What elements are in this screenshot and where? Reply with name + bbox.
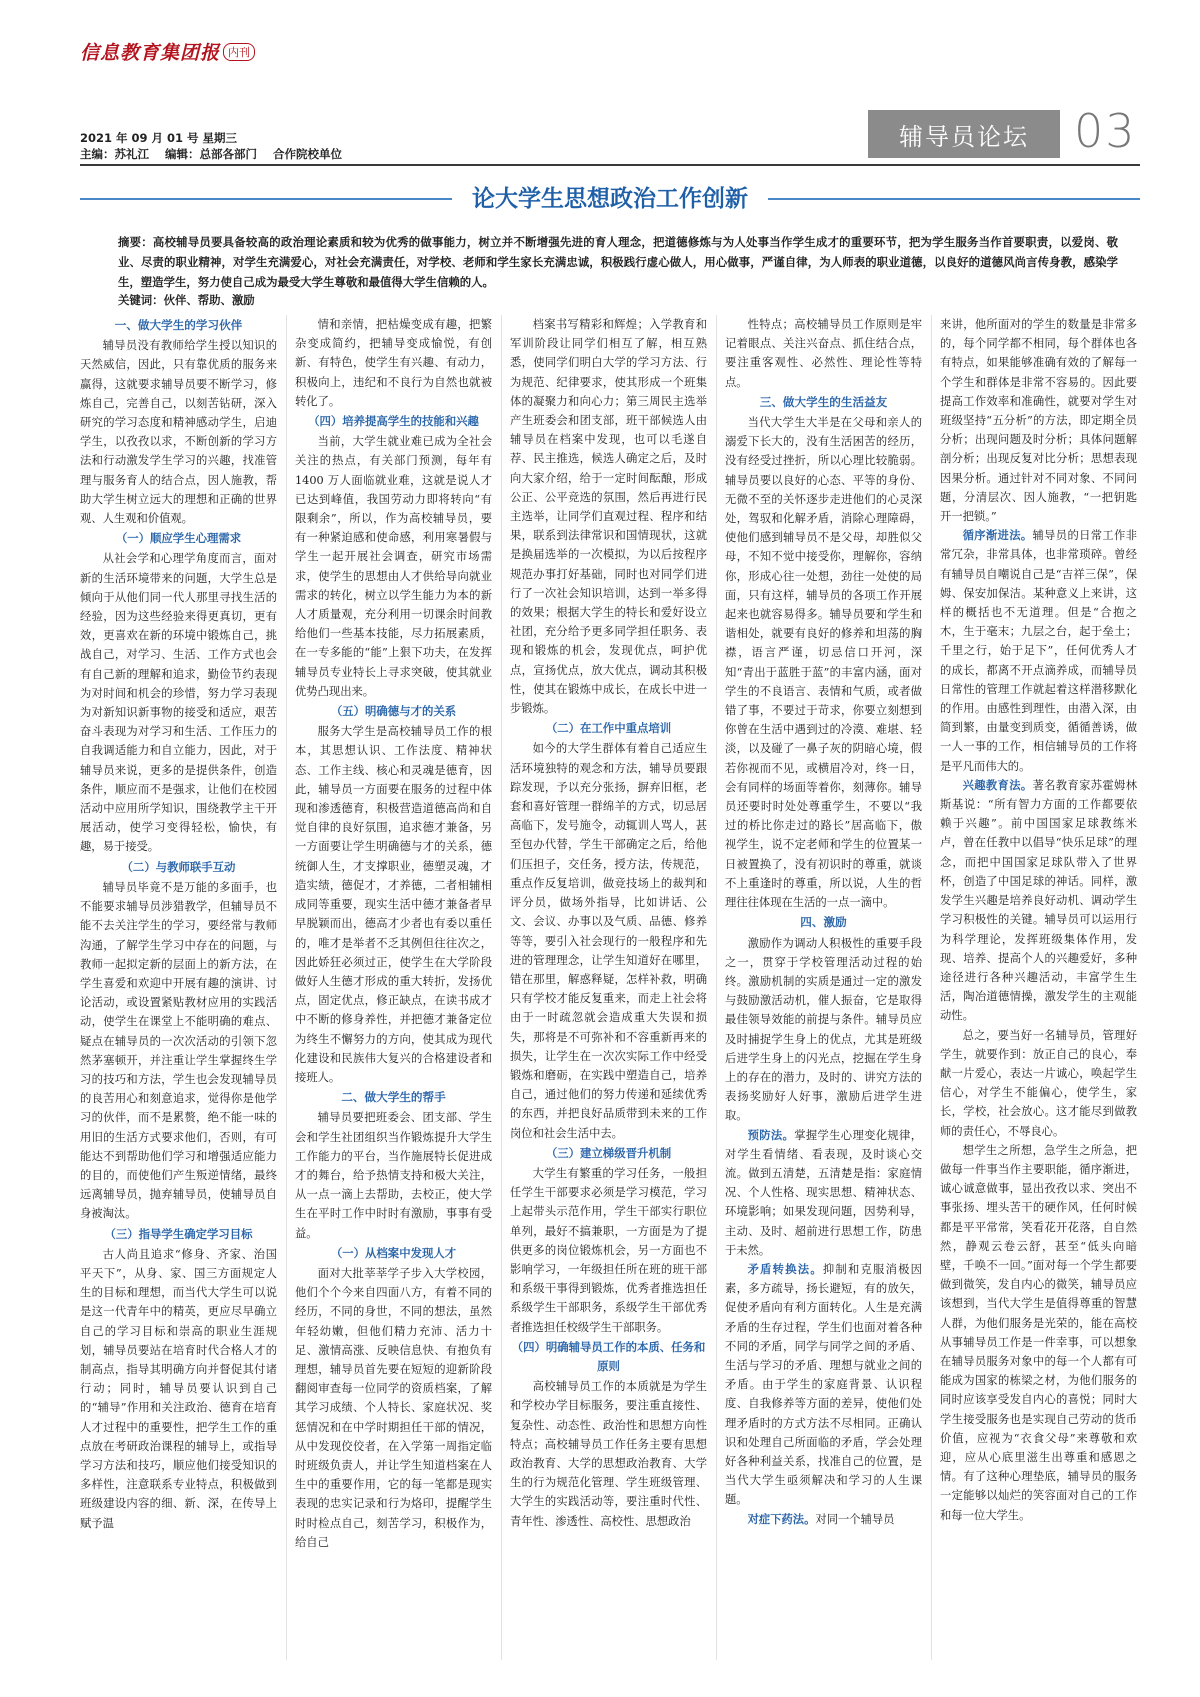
paragraph-text: 从社会学和心理学角度而言，面对新的生活环境带来的问题，大学生总是倾向于从他们同一代人那里寻找生活的经验，因为这些经验来得更真切，更有效，更喜欢在新的环境中锻炼自己，挑战自己，对学习、生活、工作方式也会有自己新的理解和追求，勤俭节约表现为对时间和机会的珍惜，努力学习表现为对新知识新事物的接受和适应，艰苦奋斗表现为对学习和生活、工作压力的自我调适能力和自立能力，因此，对于辅导员来说，更多的是提供条件，创造条件，顺应而不是强求，让他们在校园活动中应用所学知识，围绕教学主干开展活动，使学习变得轻松，愉快，有趣，易于接受。	[80, 552, 277, 854]
body-paragraph	[510, 315, 707, 718]
section-heading: 三、做大学生的生活益友	[759, 394, 888, 409]
paragraph-lead: 矛盾转换法。	[747, 1262, 823, 1276]
paragraph-text: 辅导员要把班委会、团支部、学生会和学生社团组织当作锻炼提升大学生工作能力的平台，当作施展特长促进成才的舞台，给予热情支持和极大关注，从一点一滴上去帮助，去校正，使大学生在平时工作中时时有激励，事事有受益。	[295, 1111, 492, 1240]
article-body	[80, 315, 1140, 1660]
body-paragraph	[510, 1377, 707, 1531]
paragraph-text: 高校辅导员工作的本质就是为学生和学校办学目标服务，要注重直接性、复杂性、动态性、政治性和思想方向性特点；高校辅导员工作任务主要有思想政治教育、大学的思想政治教育、大学生的行为规范化管理、学生班级管理、大学生的实践活动等，要注重时代性、青年性、渗透性、高校性、思想政治	[510, 1380, 707, 1528]
article-title: 论大学生思想政治工作创新	[452, 180, 768, 213]
paragraph-lead: 对症下药法。	[747, 1512, 816, 1526]
body-paragraph	[940, 776, 1137, 1026]
paragraph-text: 档案书写精彩和辉煌；入学教育和军训阶段让同学们相互了解，相互熟悉，使同学们明白大学的学习方法、行为规范、纪律要求，使其形成一个班集体的凝聚力和向心力；第三周民主选举产生班委会和团支部，班干部候选人由辅导员在档案中发现，也可以毛遂自荐、民主推选，候选人确定之后，及时向大家介绍，给于一定时间酝酿，形成公正、公平竞选的氛围，然后再进行民主选举，让同学们直观过程、程序和结果，联系到法律常识和国情现状，这就是换届选举的一次模拟，为以后按程序规范办事打好基础，同时也对同学们进行了一次社会知识培训，达到一举多得的效果；根据大学生的特长和爱好设立社团，充分给予更多同学担任职务、表现和锻炼的机会，发现优点，呵护优点，宣扬优点，放大优点，调动其积极性，使其在锻炼中成长，在成长中进一步锻炼。	[510, 318, 707, 716]
column-5	[940, 315, 1137, 1660]
body-paragraph	[725, 1126, 922, 1260]
body-paragraph	[295, 1108, 492, 1242]
column-divider	[501, 315, 502, 1660]
section-heading: 四、激励	[800, 915, 847, 930]
newspaper-logo: 信息教育集团报	[80, 42, 221, 64]
paragraph-text: 当代大学生大半是在父母和亲人的溺爱下长大的，没有生活困苦的经历，没有经受过挫折，所以心理比较脆弱。辅导员要以良好的心态、平等的身份、无微不至的关怀逐步走进他们的心灵深处，驾驭和化解矛盾，消除心理障碍，使他们感到辅导员不是父母，却胜似父母，不知不觉中接受你，理解你，容纳你，形成心往一处想，劲往一处使的局面，只有这样，辅导员的各项工作开展起来也就容易得多。辅导员要和学生和谐相处，就要有良好的修养和坦荡的胸襟，语言严谨，切忌信口开河，深知“青出于蓝胜于蓝”的丰富内涵，面对学生的不良语言、表情和气质，或者做错了事，不要过于苛求，你要立刻想到你曾在生活中遇到过的冷漠、难堪、轻淡，以及碰了一鼻子灰的阴暗心境，假若你视而不见，或横眉冷对，终一日，会有同样的场面等着你，刻薄你。辅导员还要时时处处尊重学生，不要以“我过的桥比你走过的路长”居高临下，傲视学生，说不定老师和学生的位置某一日被置换了，没有初识时的尊重，就谈不上重逢时的尊重，所以说，人生的哲理往往体现在生活的一点一滴中。	[725, 416, 922, 910]
paragraph-text: 情和亲情，把枯燥变成有趣，把繁杂变成简约，把辅导变成愉悦，有创新、有特色，使学生有兴趣、有动力，积极向上，违纪和不良行为自然也就被转化了。	[295, 318, 492, 408]
paragraph-text: 抑制和克服消极因素，多方疏导，扬长避短，有的放矢，促使矛盾向有利方面转化。人生是充满矛盾的生存过程，学生们也面对着各种不同的矛盾，同学与同学之间的矛盾、生活与学习的矛盾、理想与就业之间的矛盾。由于学生的家庭背景、认识程度、自我修养等方面的差异，使他们处理矛盾时的方式方法不尽相同。正确认识和处理自己所面临的矛盾，学会处理好各种利益关系，找准自己的位置，是当代大学生亟须解决和学习的人生课题。	[725, 1262, 922, 1507]
column-divider	[931, 315, 932, 1660]
paragraph-text: 古人尚且追求“修身、齐家、治国平天下”，从身、家、国三方面规定人生的目标和理想，而当代大学生可以说是这一代青年中的精英，更应尽早确立自己的学习目标和崇高的职业生涯规划，辅导员要站在培育时代合格人才的制高点，指导其明确方向并督促其付诸行动；同时，辅导员要认识到自己的“辅导”作用和关注政治、德育在培育人才过程中的重要性，把学生工作的重点放在考研政治课程的辅导上，或指导学习方法和技巧，顺应他们接受知识的多样性，注意联系专业特点，积极做到班级建设内容的细、新、深，在传导上赋予温	[80, 1247, 277, 1530]
subsection-heading: （三）建立梯级晋升机制	[545, 1145, 672, 1160]
subsection-heading: （四）明确辅导员工作的本质、任务和原则	[511, 1339, 706, 1373]
subsection-heading: （三）指导学生确定学习目标	[104, 1226, 253, 1241]
page-number: 03	[1074, 104, 1137, 158]
body-paragraph	[725, 1260, 922, 1510]
subsection-heading: （五）明确德与才的关系	[330, 704, 457, 719]
subsection-heading: （四）培养提高学生的技能和兴趣	[308, 414, 479, 429]
paragraph-text: 掌握学生心理变化规律，对学生看情绪、看表现，及时谈心交流。做到五清楚，五清楚是指：家庭情况、个人性格、现实思想、精神状态、环境影响；如果发现问题，因势利导，主动、及时、超前进行思想工作，防患于未然。	[725, 1128, 922, 1257]
body-paragraph	[510, 739, 707, 1142]
body-paragraph	[295, 315, 492, 411]
paragraph-text: 面对大批莘莘学子步入大学校园，他们个个今来自四面八方，有着不同的经历，不同的身世，不同的想法，虽然年轻幼嫩，但他们精力充沛、活力十足、激情高涨、反映信息快、有抱负有理想，辅导员首先要在短短的迎新阶段翻阅审查每一位同学的资质档案，了解其学习成绩、个人特长、家庭状况、奖惩情况和在中学时期担任干部的情况，从中发现佼佼者，在入学第一周指定临时班级负责人，并让学生知道档案在人生中的重要作用，它的每一笔都是现实表现的忠实记录和行为烙印，提醒学生时时检点自己，刻苦学习，积极作为，给自己	[295, 1266, 492, 1549]
article-abstract: 摘要：高校辅导员要具备较高的政治理论素质和较为优秀的做事能力，树立并不断增强先进的育人理念，把道德修炼与为人处事当作学生成才的重要环节，把为学生服务当作首要职责，以爱岗、敬业、尽责的职业精神，对学生充满爱心，对社会充满责任，对学校、老师和学生家长充满忠诚，积极践行虚心做人，用心做事，严谨自律，为人师表的职业道德，以良好的道德风尚言传身教，感染学生，塑造学生，努力使自己成为最受大学生尊敬和最值得大学生信赖的人。	[118, 235, 1118, 289]
subsection-heading: （二）在工作中重点培训	[545, 721, 672, 736]
paragraph-text: 当前，大学生就业难已成为全社会关注的热点，有关部门预测，每年有 1400 万人面临就业难，这就是说人才已达到峰值，我国劳动力即将转向“有限剩余”，所以，作为高校辅导员，要有一种紧迫感和使命感，利用寒暑假与学生一起开展社会调查，研究市场需求，使学生的思想由人才供给导向就业需求的转化，树立以学生能力为本的新人才质量观，充分利用一切课余时间教给他们一些基本技能，尽力拓展素质，在一专多能的“能”上狠下功夫，在发挥辅导员专业特长上寻求突破，使其就业优势凸现出来。	[295, 435, 492, 698]
body-paragraph	[725, 413, 922, 912]
header-divider	[80, 164, 1140, 166]
dateline: 2021 年 09 月 01 号 星期三	[80, 131, 238, 145]
column-4	[725, 315, 922, 1660]
staff-line	[80, 146, 354, 162]
body-paragraph	[80, 549, 277, 856]
body-paragraph	[510, 1164, 707, 1337]
body-paragraph	[295, 432, 492, 701]
masthead	[80, 38, 255, 65]
editors: 编辑：总部各部门	[165, 147, 258, 161]
newspaper-logo-badge: 内刊	[223, 43, 255, 61]
subsection-heading: （一）从档案中发现人才	[330, 1245, 457, 1260]
paragraph-text: 著名教育家苏霍姆林斯基说：“所有智力方面的工作都要依赖于兴趣”。前中国国家足球教练米卢，曾在任教中以倡导“快乐足球”的理念，而把中国国家足球队带入了世界杯，创造了中国足球的神话。同样，激发学生兴趣是培养良好动机、调动学生学习积极性的关键。辅导员可以运用行为科学理论，发挥班级集体作用，发现、培养、提高个人的兴趣爱好，多种途径进行各种兴趣活动，丰富学生生活，陶冶道德情操，激发学生的主观能动性。	[940, 778, 1137, 1023]
subsection-heading: （二）与教师联手互动	[121, 859, 236, 874]
section-heading: 二、做大学生的帮手	[341, 1090, 446, 1105]
section-heading: 一、做大学生的学习伙伴	[114, 318, 243, 332]
body-paragraph	[725, 934, 922, 1126]
body-paragraph	[80, 1245, 277, 1533]
article-title-bar	[80, 176, 1140, 218]
body-paragraph	[940, 1141, 1137, 1525]
paragraph-text: 服务大学生是高校辅导员工作的根本，其思想认识、工作法度、精神状态、工作主线、核心和灵魂是德育，因此，辅导员一方面要在服务的过程中体现和渗透德育，积极营造道德高尚和自觉自律的良好氛围，追求德才兼备，另一方面要让学生明确德与才的关系，德统御人生，才支撑职业，德塑灵魂，才造实绩，德促才，才养德，二者相辅相成同等重要，现实生活中德才兼备者早早脱颖而出，德高才少者也有委以重任的，唯才是举者不乏其例但往往次之，因此娇狂必须过正，使学生在大学阶段做好人生德才形成的重大转折，发扬优点，固定优点，修正缺点，在读书成才中不断的修身养性，并把德才兼备定位为终生不懈努力的方向，使其成为现代化建设和民族伟大复兴的合格建设者和接班人。	[295, 725, 492, 1084]
column-2	[295, 315, 492, 1660]
paragraph-text: 如今的大学生群体有着自己适应生活环境独特的观念和方法，辅导员要跟踪发现，予以充分张扬，摒弃旧框，老套和喜好管理一群绵羊的方式，切忌居高临下，发号施令，动辄训人骂人，甚至包办代替，学生干部确定之后，给他们压担子，交任务，授方法，传规范，重点作反复培训，做竞技场上的裁判和评分员，做场外指导，比如讲话、公文、会议、办事以及气质、品德、修养等等，要引入社会现行的一般程序和先进的管理理念，让学生知道好在哪里，错在那里，解惑释疑，怎样补救，明确只有学校才能反复重来，而走上社会将由于一时疏忽就会造成重大失误和损失，那将是不可弥补和不容重新再来的损失，让学生在一次次实际工作中经受锻炼和磨砺，在实践中塑造自己，培养自己，通过他们的努力传递和延续优秀的东西，并把良好品质带到未来的工作岗位和社会生活中去。	[510, 742, 707, 1140]
chief-editor: 主编：苏礼江	[80, 147, 149, 161]
paragraph-text: 辅导员的日常工作非常冗杂，非常具体，也非常琐碎。曾经有辅导员自嘲说自己是“吉祥三保”，保姆、保安加保洁。某种意义上来讲，这样的概括也不无道理。但是“合抱之木，生于毫末；九层之台，起于垒土；千里之行，始于足下”，任何优秀人才的成长，都离不开点滴养成，而辅导员日常性的管理工作就起着这样潜移默化的作用。由感性到理性，由潜入深，由简到繁，由量变到质变，循循善诱，做一人一事的工作，相信辅导员的工作将是平凡而伟大的。	[940, 529, 1137, 773]
body-paragraph	[295, 1264, 492, 1552]
paragraph-lead: 预防法。	[747, 1128, 795, 1142]
body-paragraph	[940, 315, 1137, 526]
paragraph-text: 大学生有繁重的学习任务，一般担任学生干部要求必须是学习模范，学习上起带头示范作用，学生干部实行职位单列，最好不搞兼职，一方面是为了提供更多的岗位锻炼机会，另一方面也不影响学习，一年级担任所在班的班干部和系级干事得到锻炼，优秀者推选担任系级学生干部职务，系级学生干部优秀者推选担任校级学生干部职务。	[510, 1166, 707, 1334]
column-divider	[716, 315, 717, 1660]
body-paragraph	[725, 315, 922, 392]
column-1	[80, 315, 277, 1660]
paragraph-text: 辅导员没有教师给学生授以知识的天然威信，因此，只有靠优质的服务来赢得，这就要求辅导员要不断学习，修炼自己，完善自己，以刻苦钻研，深入研究的学习态度和精神感动学生，启迪学生，以孜孜以求，不断创新的学习方法和行动激发学生学习的兴趣，找准管理与服务育人的结合点，因人施教，帮助大学生树立远大的理想和正确的世界观、人生观和价值观。	[80, 339, 277, 526]
paragraph-text: 性特点；高校辅导员工作原则是牢记着眼点、关注兴奋点、抓住结合点，要注重客观性、必然性、理论性等特点。	[725, 318, 922, 389]
paragraph-text: 辅导员毕竟不是万能的多面手，也不能要求辅导员涉猎教学，但辅导员不能不去关注学生的学习，要经常与教师沟通，了解学生学习中存在的问题，与教师一起拟定新的层面上的新方法，在学生喜爱和欢迎中开展有趣的演讲、讨论活动，或设置紧贴教材应用的实践活动，使学生在课堂上不能明确的难点、疑点在辅导员的一次次活动的引领下忽然茅塞顿开，并注重让学生掌握终生学习的技巧和方法，学生也会发现辅导员的良苦用心和刻意追求，觉得你是他学习的伙伴，而不是累赘，绝不能一味的用旧的生活方式要求他们，否则，有可能达不到帮助他们学习和增强适应能力的目的，而使他们产生叛逆情绪，最终远离辅导员，抛弃辅导员，使辅导员自身被淘汰。	[80, 880, 277, 1221]
body-paragraph	[725, 1510, 922, 1529]
subsection-heading: （一）顺应学生心理需求	[115, 531, 242, 546]
paragraph-text: 总之，要当好一名辅导员，管理好学生，就要作到：放正自己的良心，奉献一片爱心，表达一片诚心，唤起学生信心，对学生不能偏心，使学生，家长，学校，社会放心。这才能尽到做教师的责任心，不辱良心。	[940, 1028, 1137, 1138]
partner-units: 合作院校单位	[273, 147, 343, 161]
body-paragraph	[80, 878, 277, 1224]
body-paragraph	[940, 526, 1137, 776]
paragraph-text: 来讲，他所面对的学生的数量是非常多的，每个同学都不相同，每个群体也各有特点，如果能够准确有效的了解每一个学生和群体是非常不容易的。因此要提高工作效率和准确性，就要对学生对班级坚持“五分析”的方法，即定期全员分析；出现问题及时分析；具体问题解剖分析；出现反复对比分析；思想表现因果分析。通过针对不同对象、不同问题，分清层次、因人施教，“一把钥匙开一把锁。”	[940, 318, 1137, 524]
paragraph-text: 想学生之所想，急学生之所急，把做每一件事当作主要职能，循序渐进，诚心诚意做事，显出孜孜以求、突出不事张扬、埋头苦干的硬作风，任何时候都是平平常常，笑看花开花落，自自然然，静观云卷云舒，甚至“低头向暗壁，千唤不一回。”面对每一个学生都要做到微笑，发自内心的微笑，辅导员应该想到，当代大学生是值得尊重的智慧人群，为他们服务是光荣的，能在高校从事辅导员工作是一件幸事，可以想象在辅导员服务对象中的每一个人都有可能成为国家的栋梁之材，为他们服务的同时应该享受发自内心的喜悦；同时大学生接受服务也是实现自己劳动的货币价值，应视为“衣食父母”来尊敬和欢迎，应从心底里滋生出尊重和感恩之情。有了这种心理垫底，辅导员的服务一定能够以灿烂的笑容面对自己的工作和每一位大学生。	[940, 1143, 1137, 1522]
paragraph-text: 对同一个辅导员	[815, 1512, 895, 1526]
paragraph-text: 激励作为调动人积极性的重要手段之一，贯穿于学校管理活动过程的始终。激励机制的实质是通过一定的激发与鼓励激活动机，催人振奋，它是取得最佳领导效能的前提与条件。辅导员应及时捕捉学生身上的优点，尤其是班级后进学生身上的闪光点，挖掘在学生身上的存在的潜力，及时的、讲究方法的表扬奖励好人好事，激励后进学生进取。	[725, 936, 922, 1123]
body-paragraph	[295, 722, 492, 1087]
column-3	[510, 315, 707, 1660]
column-divider	[286, 315, 287, 1660]
article-keywords: 关键词：伙伴、帮助、激励	[118, 293, 255, 307]
body-paragraph	[940, 1026, 1137, 1141]
body-paragraph	[80, 336, 277, 528]
paragraph-lead: 循序渐进法。	[962, 529, 1033, 543]
paragraph-lead: 兴趣教育法。	[962, 778, 1033, 792]
section-label: 辅导员论坛	[868, 110, 1060, 158]
